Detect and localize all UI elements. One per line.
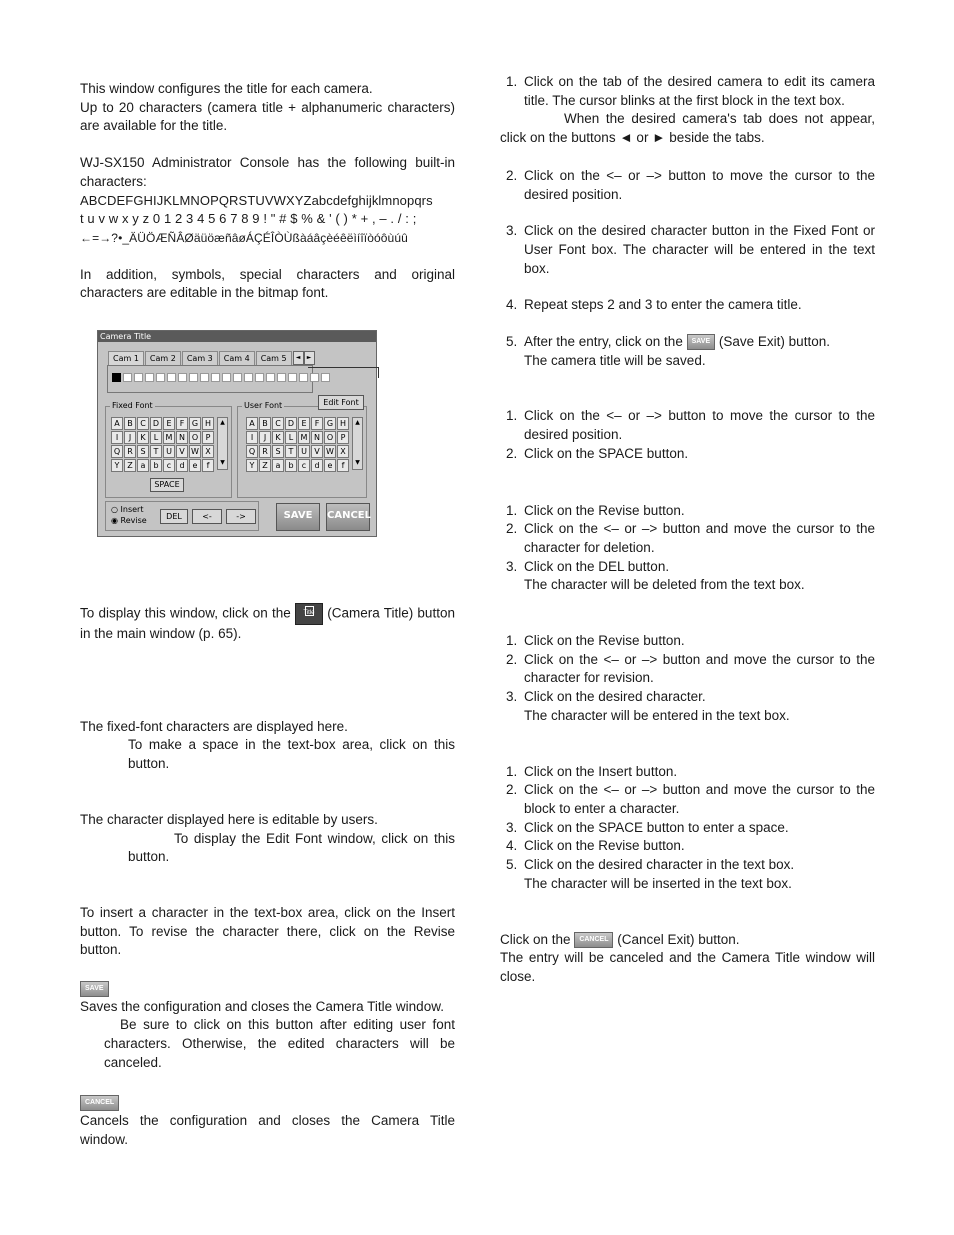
font-char-button[interactable]: B <box>124 417 136 430</box>
font-char-button[interactable]: D <box>150 417 162 430</box>
intro-chars-text: Up to 20 characters (camera title + alphanumeric characters) are available for the title. <box>80 99 455 134</box>
font-char-button[interactable]: N <box>311 431 323 444</box>
left-column <box>80 80 455 1150</box>
list-item: 2. Click on the <– or –> button and move the cursor to the character for revision. <box>506 651 875 686</box>
scroll-down-icon[interactable]: ▼ <box>355 459 360 466</box>
font-char-button[interactable]: V <box>311 445 323 458</box>
font-char-button[interactable]: T <box>150 445 162 458</box>
font-char-button[interactable]: H <box>202 417 214 430</box>
font-char-button[interactable]: P <box>202 431 214 444</box>
font-char-button[interactable]: C <box>272 417 284 430</box>
callout-line <box>308 367 378 368</box>
font-char-button[interactable]: d <box>311 459 323 472</box>
edit-steps <box>500 73 875 110</box>
list-item: 5. After the entry, click on the SAVE (Save Exit) button. The camera title will be saved. <box>506 334 830 368</box>
right-column <box>500 73 875 987</box>
mode-group <box>105 501 259 531</box>
edit-font-button[interactable]: Edit Font <box>318 395 364 410</box>
cursor-left-button[interactable]: <- <box>192 509 222 524</box>
font-char-button[interactable]: M <box>163 431 175 444</box>
font-char-button[interactable]: e <box>189 459 201 472</box>
list-item: 1. Click on the Revise button. <box>506 502 685 518</box>
intro-text: This window configures the title for each camera. <box>80 81 373 96</box>
callout-line-vertical <box>378 367 379 378</box>
save-note: Be sure to click on this button after editing user font characters. Otherwise, the edited characters will be canceled. <box>104 1017 455 1070</box>
list-item: 4. Repeat steps 2 and 3 to enter the camera title. <box>506 297 802 313</box>
space-steps <box>500 407 875 463</box>
save-button[interactable]: SAVE <box>276 503 320 531</box>
font-char-button[interactable]: I <box>246 431 258 444</box>
font-char-button[interactable]: X <box>337 445 349 458</box>
font-char-button[interactable]: K <box>272 431 284 444</box>
font-char-button[interactable]: E <box>298 417 310 430</box>
fixed-font-label: Fixed Font <box>112 401 153 410</box>
fixed-font-group <box>105 401 232 498</box>
font-char-button[interactable]: X <box>202 445 214 458</box>
user-font-group <box>237 398 367 498</box>
user-font-scrollbar[interactable] <box>352 417 363 470</box>
list-item: 3. Click on the SPACE button to enter a space. <box>506 819 789 835</box>
save-desc: Saves the configuration and closes the Camera Title window. <box>80 998 444 1014</box>
font-char-button[interactable]: A <box>111 417 123 430</box>
font-char-button[interactable]: V <box>176 445 188 458</box>
insert-radio[interactable]: ○ Insert <box>111 505 144 514</box>
font-char-button[interactable]: R <box>124 445 136 458</box>
list-item: 2. Click on the <– or –> button and move the cursor to the block to enter a character. <box>506 782 875 816</box>
font-char-button[interactable]: G <box>324 417 336 430</box>
cancel-button[interactable]: CANCEL <box>326 503 370 531</box>
font-char-button[interactable]: B <box>259 417 271 430</box>
font-char-button[interactable]: Z <box>124 459 136 472</box>
space-button-desc: To make a space in the text-box area, click on this button. <box>128 737 455 772</box>
font-char-button[interactable]: L <box>150 431 162 444</box>
insert-steps <box>500 763 875 894</box>
builtin-chars-3: ←=→?•_ÄÜÖÆÑÂØäüöæñâøÁÇÉÎÒÙßàáâçèéêëìíîïòóôùúû <box>80 230 408 245</box>
font-char-button[interactable]: Q <box>111 445 123 458</box>
cancel-instruction: Click on the CANCEL (Cancel Exit) button. <box>500 931 740 947</box>
font-char-button[interactable]: O <box>324 431 336 444</box>
edit-font-desc: To display the Edit Font window, click on this button. <box>128 830 455 865</box>
fixed-font-desc: The fixed-font characters are displayed here. <box>80 718 348 734</box>
list-item: 1. Click on the Revise button. <box>506 633 685 649</box>
font-char-button[interactable]: c <box>298 459 310 472</box>
font-char-button[interactable]: A <box>246 417 258 430</box>
font-char-button[interactable]: J <box>259 431 271 444</box>
insert-revise-desc: To insert a character in the text-box area, click on the Insert button. To revise the character there, click on the Revise button. <box>80 904 455 958</box>
font-char-button[interactable]: P <box>337 431 349 444</box>
font-char-button[interactable]: D <box>285 417 297 430</box>
font-char-button[interactable]: f <box>337 459 349 472</box>
font-char-button[interactable]: G <box>189 417 201 430</box>
font-char-button[interactable]: O <box>189 431 201 444</box>
font-char-button[interactable]: e <box>324 459 336 472</box>
font-char-button[interactable]: F <box>311 417 323 430</box>
bitmap-note: In addition, symbols, special characters and original characters are editable in the bitmap font. <box>80 266 455 301</box>
list-item: 2. Click on the SPACE button. <box>506 445 689 461</box>
list-item: 1. Click on the Insert button. <box>506 763 678 779</box>
font-char-button[interactable]: c <box>163 459 175 472</box>
tab-scroll-left-icon[interactable]: ◄ <box>293 351 304 365</box>
list-item: 3. Click on the desired character. The character will be entered in the text box. <box>506 689 790 723</box>
list-item: 1. Click on the <– or –> button to move the cursor to the desired position. <box>506 408 875 443</box>
list-item: 2. Click on the <– or –> button and move the cursor to the character for deletion. <box>506 521 875 555</box>
builtin-chars-1: ABCDEFGHIJKLMNOPQRSTUVWXYZabcdefghijklmnopqrs <box>80 192 433 208</box>
del-button[interactable]: DEL <box>160 509 188 524</box>
camera-title-window <box>97 330 377 537</box>
space-button[interactable]: SPACE <box>150 478 184 492</box>
user-font-desc: The character displayed here is editable by users. <box>80 811 378 827</box>
font-char-button[interactable]: a <box>272 459 284 472</box>
font-char-button[interactable]: W <box>324 445 336 458</box>
cancel-desc: Cancels the configuration and closes the Camera Title window. <box>80 1113 455 1147</box>
font-char-button[interactable]: T <box>285 445 297 458</box>
tab-cam-5[interactable]: Cam 5 <box>256 351 292 365</box>
user-font-label: User Font <box>244 401 283 410</box>
list-item: 2. Click on the <– or –> button to move the cursor to the desired position. <box>506 167 875 202</box>
font-char-button[interactable]: d <box>176 459 188 472</box>
save-icon: SAVE <box>80 981 109 997</box>
builtin-chars-2: t u v w x y z 0 1 2 3 4 5 6 7 8 9 ! " # $ % & ' ( ) * + , – . / : ; <box>80 211 417 227</box>
scroll-up-icon[interactable]: ▲ <box>355 419 360 426</box>
font-char-button[interactable]: S <box>137 445 149 458</box>
font-char-button[interactable]: C <box>137 417 149 430</box>
font-char-button[interactable]: R <box>259 445 271 458</box>
font-char-button[interactable]: N <box>176 431 188 444</box>
font-char-button[interactable]: b <box>150 459 162 472</box>
font-char-button[interactable]: f <box>202 459 214 472</box>
font-char-button[interactable]: F <box>176 417 188 430</box>
font-char-button[interactable]: W <box>189 445 201 458</box>
fixed-font-grid <box>111 417 214 472</box>
font-char-button[interactable]: U <box>163 445 175 458</box>
font-char-button[interactable]: Y <box>246 459 258 472</box>
font-char-button[interactable]: H <box>337 417 349 430</box>
font-char-button[interactable]: Q <box>246 445 258 458</box>
window-titlebar: Camera Title <box>98 331 376 342</box>
fixed-font-scrollbar[interactable] <box>217 417 228 470</box>
display-instruction: To display this window, click on the Title (Camera Title) button in the main window (p. 65). <box>80 603 455 644</box>
user-font-grid <box>246 417 349 472</box>
font-char-button[interactable]: I <box>111 431 123 444</box>
font-char-button[interactable]: J <box>124 431 136 444</box>
list-item: 4. Click on the Revise button. <box>506 838 685 854</box>
font-char-button[interactable]: K <box>137 431 149 444</box>
tab-cam-1[interactable]: Cam 1 <box>108 351 144 365</box>
cancel-icon: CANCEL <box>574 932 613 948</box>
list-item: 5. Click on the desired character in the text box. The character will be inserted in the text box. <box>506 857 795 891</box>
font-char-button[interactable]: S <box>272 445 284 458</box>
tab-cam-2[interactable]: Cam 2 <box>145 351 181 365</box>
list-item: 1. Click on the tab of the desired camera to edit its camera title. The cursor blinks at the first block in the text box. <box>506 74 875 108</box>
list-item: 3. Click on the desired character button in the Fixed Font or User Font box. The character will be entered in the text box. <box>506 223 875 276</box>
font-char-button[interactable]: a <box>137 459 149 472</box>
scroll-up-icon[interactable]: ▲ <box>220 419 225 426</box>
font-char-button[interactable]: U <box>298 445 310 458</box>
cursor-right-button[interactable]: -> <box>226 509 256 524</box>
font-char-button[interactable]: E <box>163 417 175 430</box>
revise-steps <box>500 632 875 726</box>
tab-cam-4[interactable]: Cam 4 <box>219 351 255 365</box>
revise-radio[interactable]: ◉ Revise <box>111 516 147 525</box>
save-icon: SAVE <box>687 334 716 350</box>
font-char-button[interactable]: L <box>285 431 297 444</box>
delete-steps <box>500 502 875 596</box>
cancel-icon: CANCEL <box>80 1095 119 1111</box>
camera-tabs <box>108 351 315 365</box>
tab-cam-3[interactable]: Cam 3 <box>182 351 218 365</box>
title-text-box[interactable] <box>112 373 332 382</box>
font-char-button[interactable]: Z <box>259 459 271 472</box>
cancel-result: The entry will be canceled and the Camera Title window will close. <box>500 950 875 984</box>
font-char-button[interactable]: b <box>285 459 297 472</box>
builtin-label: WJ-SX150 Administrator Console has the following built-in characters: <box>80 155 455 189</box>
camera-title-icon: Title <box>295 603 323 625</box>
font-char-button[interactable]: M <box>298 431 310 444</box>
list-item: 3. Click on the DEL button. The character will be deleted from the text box. <box>506 558 805 593</box>
edit-note: When the desired camera's tab does not appear, click on the buttons ◄ or ► beside the tabs. <box>500 111 875 146</box>
tab-scroll-right-icon[interactable]: ► <box>304 351 315 365</box>
scroll-down-icon[interactable]: ▼ <box>220 459 225 466</box>
title-text-panel <box>107 365 313 393</box>
font-char-button[interactable]: Y <box>111 459 123 472</box>
